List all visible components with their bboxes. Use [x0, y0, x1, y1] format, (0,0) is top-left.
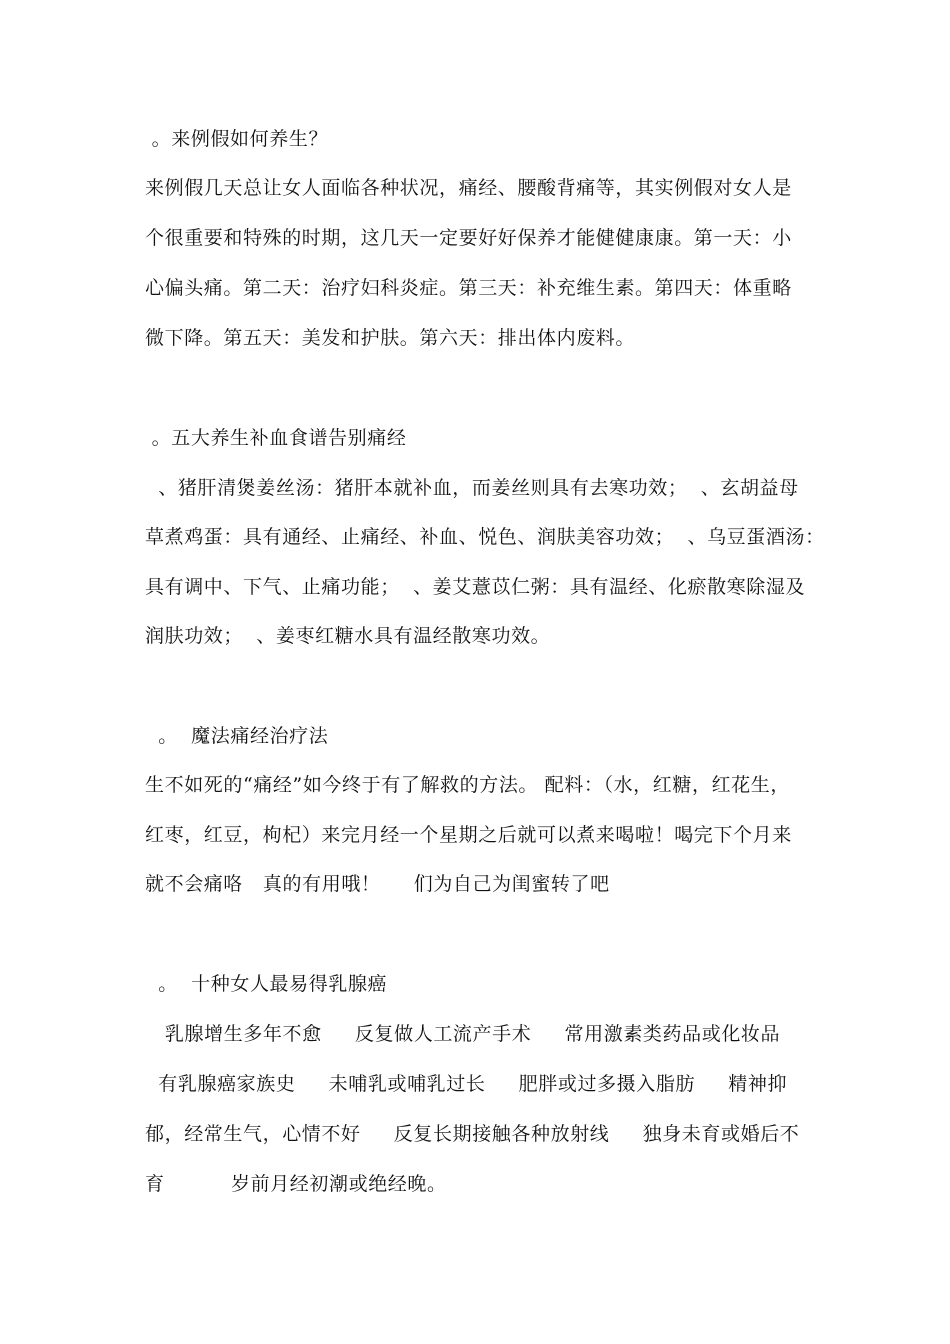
paragraph-line: 就不会痛咯 真的有用哦！ 们为自己为闺蜜转了吧	[145, 873, 610, 895]
paragraph-line: 心偏头痛。第二天：治疗妇科炎症。第三天：补充维生素。第四天：体重略	[145, 277, 792, 299]
paragraph-line: 草煮鸡蛋：具有通经、止痛经、补血、悦色、润肤美容功效； 、乌豆蛋酒汤：	[145, 526, 825, 548]
section-heading: 。 魔法痛经治疗法	[145, 725, 329, 747]
paragraph-line: 乳腺增生多年不愈 反复做人工流产手术 常用激素类药品或化妆品	[145, 1023, 781, 1045]
paragraph-line: 微下降。第五天：美发和护肤。第六天：排出体内废料。	[145, 327, 636, 349]
paragraph-line: 润肤功效； 、姜枣红糖水具有温经散寒功效。	[145, 625, 551, 647]
paragraph-line: 有乳腺癌家族史 未哺乳或哺乳过长 肥胖或过多摄入脂肪 精神抑	[145, 1073, 788, 1095]
paragraph-line: 、猪肝清煲姜丝汤：猪肝本就补血，而姜丝则具有去寒功效； 、玄胡益母	[145, 477, 799, 499]
paragraph-line: 红枣，红豆，枸杞）来完月经一个星期之后就可以煮来喝啦！喝完下个月来	[145, 824, 792, 846]
paragraph-line: 生不如死的“痛经”如今终于有了解救的方法。 配料：（水，红糖，红花生，	[145, 774, 790, 796]
section-heading: 。来例假如何养生？	[145, 128, 329, 150]
paragraph-line: 育 岁前月经初潮或绝经晚。	[145, 1173, 447, 1195]
paragraph-line: 具有调中、下气、止痛功能； 、姜艾薏苡仁粥：具有温经、化瘀散寒除湿及	[145, 576, 806, 598]
section-heading: 。 十种女人最易得乳腺癌	[145, 973, 388, 995]
paragraph-line: 郁，经常生气，心情不好 反复长期接触各种放射线 独身未育或婚后不	[145, 1123, 800, 1145]
paragraph-line: 来例假几天总让女人面临各种状况，痛经、腰酸背痛等，其实例假对女人是	[145, 177, 792, 199]
section-heading: 。五大养生补血食谱告别痛经	[145, 427, 407, 449]
paragraph-line: 个很重要和特殊的时期，这几天一定要好好保养才能健健康康。第一天：小	[145, 227, 792, 249]
